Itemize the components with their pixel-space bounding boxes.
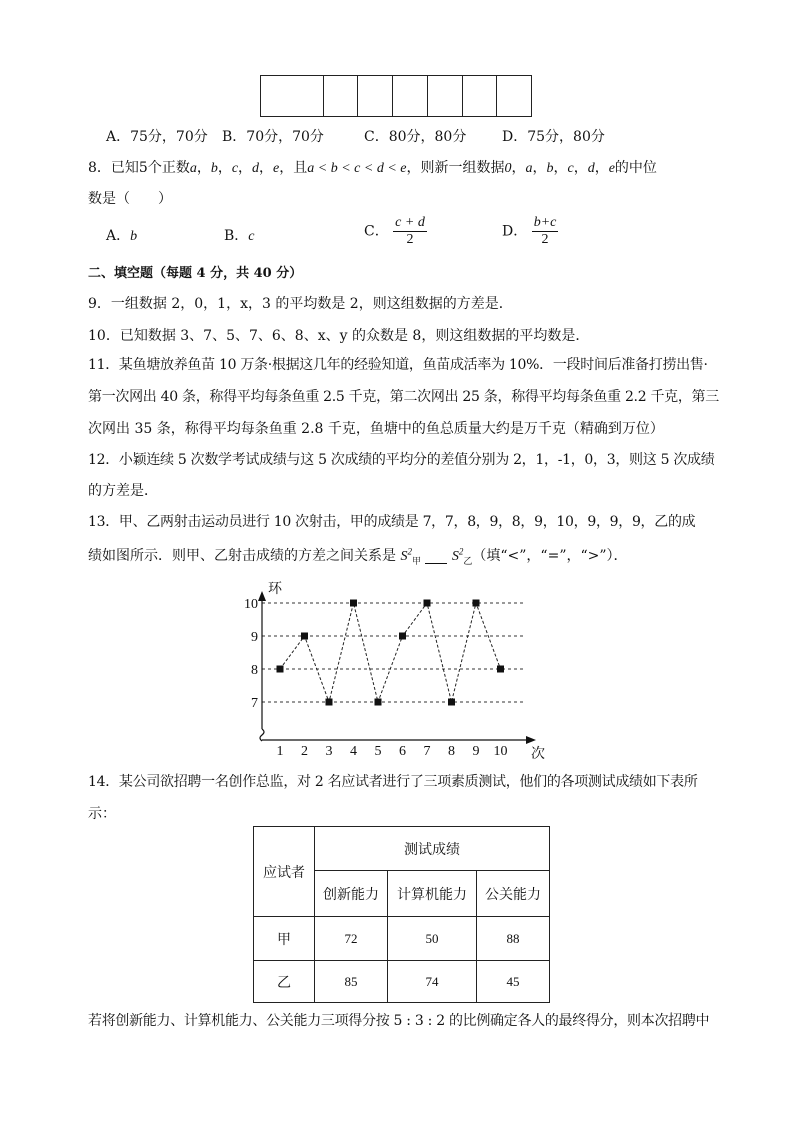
x-tick-label: 1 (276, 744, 284, 759)
data-point (301, 633, 308, 640)
scores-table (253, 826, 550, 1003)
subheader-innovation: 创新能力 (315, 871, 388, 917)
q7-option-a: A．75分，70分 (106, 129, 208, 145)
data-point (399, 633, 406, 640)
x-axis-label: 次 (531, 746, 545, 762)
subheader-pr: 公关能力 (477, 871, 550, 917)
q11-line3: 次网出 35 条，称得平均每条鱼重 2.8 千克，鱼塘中的鱼总质量大约是万千克（精确到万位） (88, 421, 664, 437)
header-test-scores: 测试成绩 (315, 827, 550, 871)
y-tick-label: 7 (251, 696, 258, 711)
data-point (326, 699, 333, 706)
data-point (448, 699, 455, 706)
grid-cell (496, 76, 531, 116)
y-tick-label: 10 (244, 597, 258, 612)
cell: 50 (388, 917, 477, 961)
data-point (350, 600, 357, 607)
fraction: $\frac{b+c}{2}$ (533, 215, 557, 247)
q7-option-b: B．70分，70分 (222, 129, 324, 145)
x-tick-label: 2 (301, 744, 308, 759)
q7-option-d: D．75分，80分 (502, 129, 605, 145)
fraction: $\frac{c + d}{2}$ (395, 215, 425, 247)
cell: 85 (315, 961, 388, 1003)
x-axis-arrow (526, 736, 536, 744)
q8-option-a: A．b (106, 228, 138, 244)
q12-line1: 12．小颖连续 5 次数学考试成绩与这 5 次成绩的平均分的差值分别为 2，1，-1，0，3，则这 5 次成绩 (88, 452, 715, 468)
q9-text: 9．一组数据 2，0，1，x，3 的平均数是 2，则这组数据的方差是． (88, 296, 513, 312)
score-line-chart (230, 575, 550, 765)
variance-symbol-jia: $S^2_甲$ (400, 546, 421, 566)
cell: 45 (477, 961, 550, 1003)
q13-line1: 13．甲、乙两射击运动员进行 10 次射击，甲的成绩是 7，7，8，9，8，9，10，9，9，9，乙的成 (88, 514, 696, 530)
y-axis-arrow (258, 591, 266, 601)
grid-cell (357, 76, 392, 116)
x-tick-label: 7 (423, 744, 431, 759)
axis-break (260, 729, 264, 741)
subheader-computer: 计算机能力 (388, 871, 477, 917)
q14-line2: 示： (88, 806, 116, 822)
cell: 74 (388, 961, 477, 1003)
table-row (254, 917, 550, 961)
q7-answer-grid (260, 75, 532, 117)
grid-cell (323, 76, 358, 116)
y-tick-label: 9 (251, 630, 258, 645)
x-tick-label: 10 (493, 744, 508, 759)
grid-cell (261, 76, 323, 116)
q12-line2: 的方差是． (88, 483, 158, 499)
data-point (473, 600, 480, 607)
grid-cell (392, 76, 427, 116)
x-tick-label: 8 (448, 744, 455, 759)
cell: 72 (315, 917, 388, 961)
grid-cell (462, 76, 497, 116)
x-tick-label: 3 (325, 744, 333, 759)
variance-symbol-yi: $S^2_乙$ (451, 546, 473, 566)
x-tick-label: 9 (472, 744, 480, 759)
data-point (375, 699, 382, 706)
q8-line2: 数是（ ） (88, 191, 172, 207)
q7-option-c: C．80分，80分 (364, 129, 467, 145)
y-tick-label: 8 (251, 663, 258, 678)
row-name: 甲 (254, 917, 315, 961)
x-tick-label: 6 (399, 744, 406, 759)
section-heading: 二、填空题（每题 4 分，共 40 分） (88, 266, 303, 281)
q11-line1: 11．某鱼塘放养鱼苗 10 万条·根据这几年的经验知道，鱼苗成活率为 10%．一段时间后准备打捞出售· (88, 357, 708, 373)
x-tick-label: 5 (374, 744, 382, 759)
data-point (497, 666, 504, 673)
table-row (254, 961, 550, 1003)
q13-line2: 绩如图所示．则甲、乙射击成绩的方差之间关系是 $S^2_甲$ $S^2_乙$（填“<”，“=”，“>”）． (88, 546, 628, 566)
q8-option-d: D． $\frac{b+c}{2}$ (502, 215, 557, 247)
row-name: 乙 (254, 961, 315, 1003)
data-point (277, 666, 284, 673)
answer-blank[interactable] (425, 549, 447, 564)
header-applicant: 应试者 (254, 827, 315, 917)
series-line (280, 603, 501, 702)
grid-cell (427, 76, 462, 116)
x-tick-label: 4 (350, 744, 357, 759)
data-point (424, 600, 431, 607)
q10-text: 10．已知数据 3、7、5、7、6、8、x、y 的众数是 8，则这组数据的平均数是． (88, 328, 590, 344)
q14-line3: 若将创新能力、计算机能力、公关能力三项得分按 5 : 3 : 2 的比例确定各人的最终得分，则本次招聘中 (88, 1013, 710, 1029)
q11-line2: 第一次网出 40 条，称得平均每条鱼重 2.5 千克，第二次网出 25 条，称得平均每条鱼重 2.2 千克，第三 (88, 389, 719, 405)
q14-line1: 14．某公司欲招聘一名创作总监，对 2 名应试者进行了三项素质测试，他们的各项测试成绩如下表所 (88, 774, 698, 790)
cell: 88 (477, 917, 550, 961)
q8-line1: 8．已知5个正数a，b，c，d，e，且a < b < c < d < e，则新一组数据0，a，b，c，d，e的中位 (88, 160, 657, 176)
q8-option-c: C． $\frac{c + d}{2}$ (364, 215, 425, 247)
y-axis-label: 环 (268, 581, 282, 597)
q8-option-b: B．c (224, 228, 255, 244)
